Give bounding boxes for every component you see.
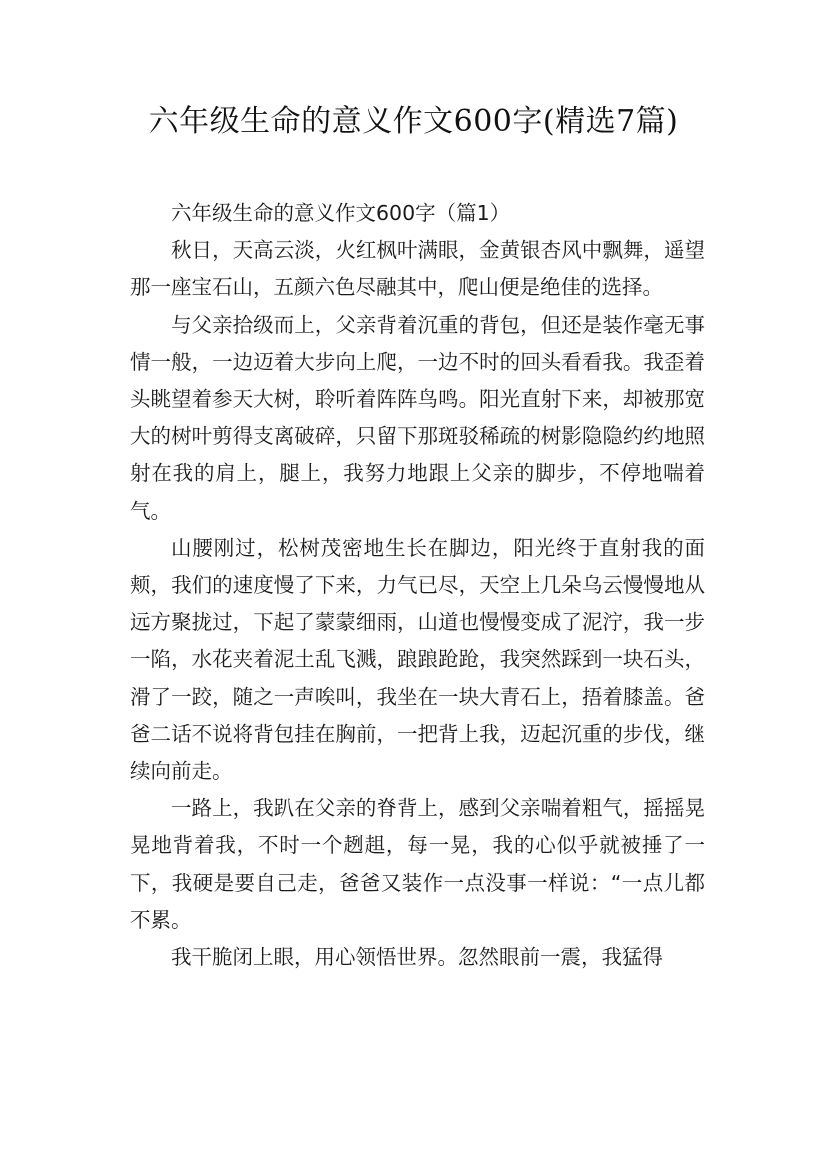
essay-subtitle: 六年级生命的意义作文600字（篇1）	[171, 201, 511, 225]
paragraph-4: 一路上，我趴在父亲的脊背上，感到父亲喘着粗气，摇摇晃晃地背着我，不时一个趔趄，每一晃，我的心似乎就被捶了一下，我硬是要自己走，爸爸又装作一点没事一样说：“一点儿都不累。	[130, 796, 705, 932]
document-title: 六年级生命的意义作文600字(精选7篇)	[148, 104, 679, 139]
paragraph-2: 与父亲拾级而上，父亲背着沉重的背包，但还是装作毫无事情一般，一边迈着大步向上爬，一边不时的回头看看我。我歪着头眺望着参天大树，聆听着阵阵鸟鸣。阳光直射下来，却被那宽大的树叶剪得支离破碎，只留下那斑驳稀疏的树影隐隐约约地照射在我的肩上，腿上，我努力地跟上父亲的脚步，不停地喘着气。	[130, 312, 705, 523]
paragraph-1: 秋日，天高云淡，火红枫叶满眼，金黄银杏风中飘舞，遥望那一座宝石山，五颜六色尽融其中，爬山便是绝佳的选择。	[130, 238, 705, 300]
paragraph-3: 山腰刚过，松树茂密地生长在脚边，阳光终于直射我的面颊，我们的速度慢了下来，力气已尽，天空上几朵乌云慢慢地从远方聚拢过，下起了蒙蒙细雨，山道也慢慢变成了泥泞，我一步一陷，水花夹着泥土乱飞溅，踉踉跄跄，我突然踩到一块石头，滑了一跤，随之一声唉叫，我坐在一块大青石上，捂着膝盖。爸爸二话不说将背包挂在胸前，一把背上我，迈起沉重的步伐，继续向前走。	[130, 535, 705, 784]
paragraph-5: 我干脆闭上眼，用心领悟世界。忽然眼前一震，我猛得	[171, 945, 663, 970]
document-body	[130, 195, 705, 976]
